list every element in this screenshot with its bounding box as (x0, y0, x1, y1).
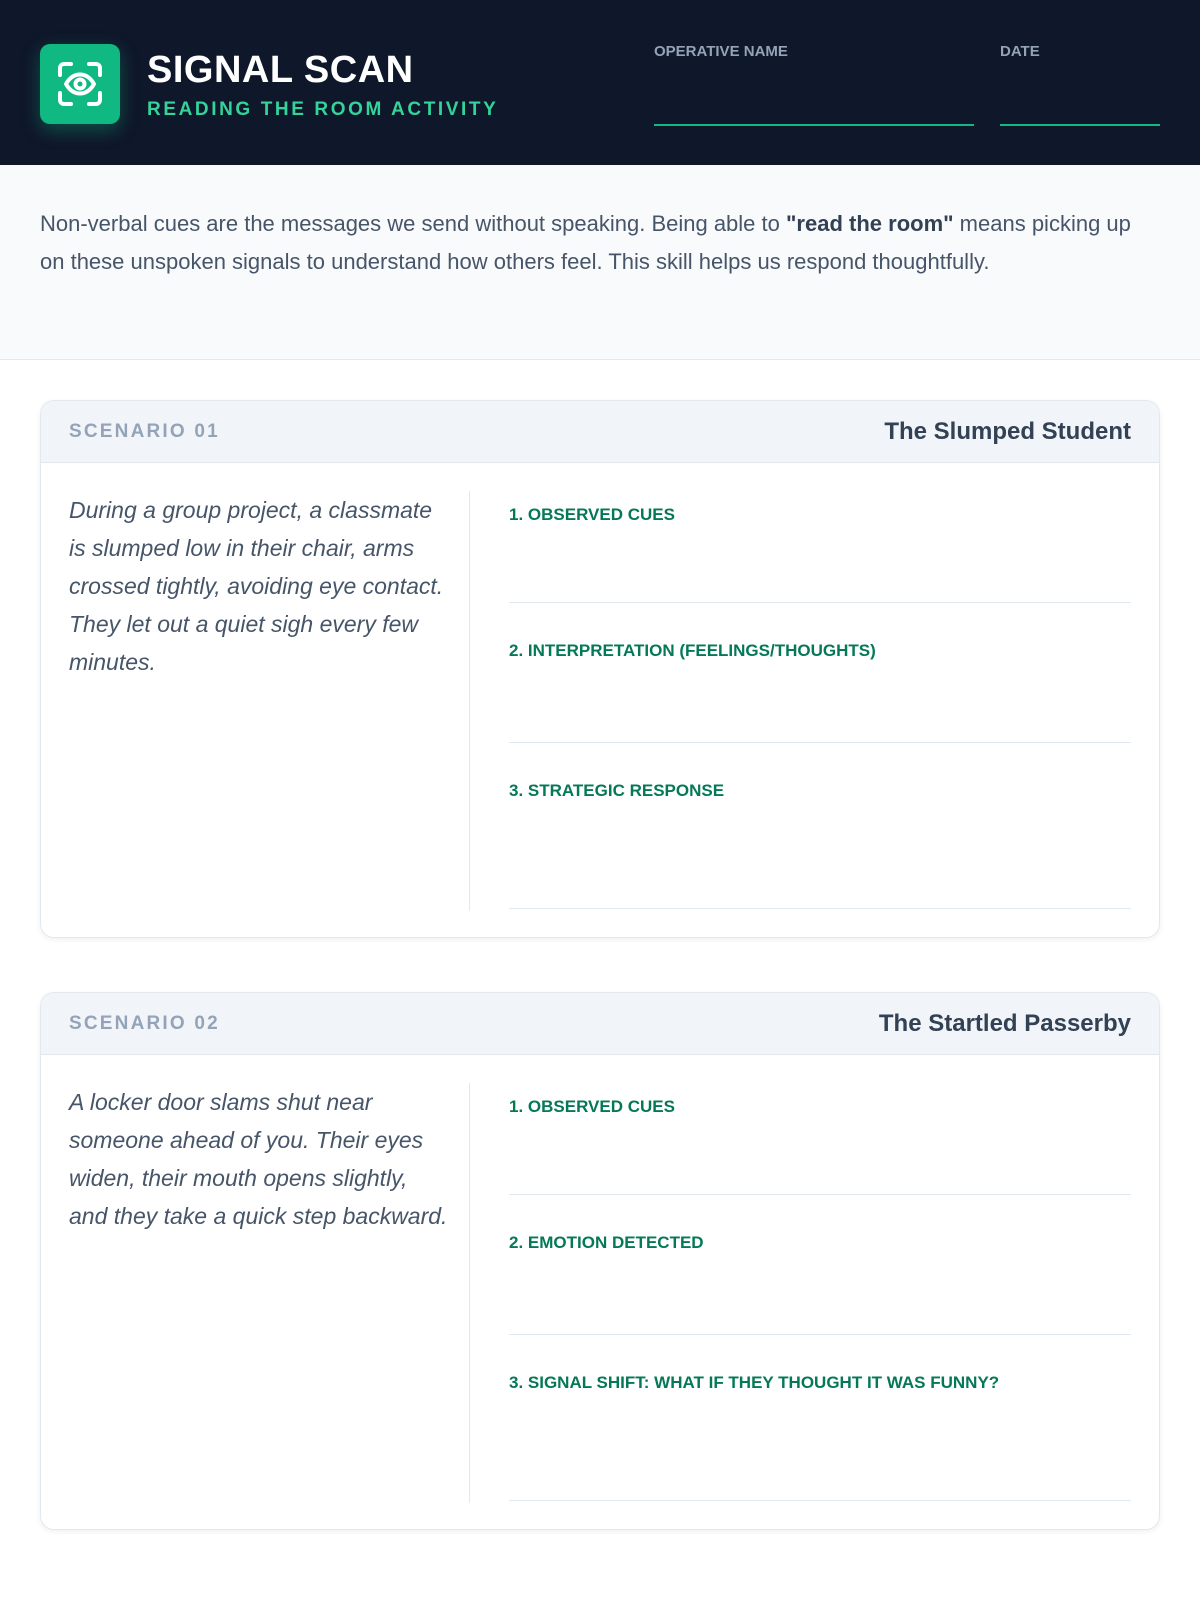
scenario-tag: SCENARIO 02 (69, 1012, 220, 1034)
response-prompts (509, 1083, 1131, 1501)
response-field[interactable] (509, 491, 1131, 603)
scenario-description: During a group project, a classmate is slumped low in their chair, arms crossed tightly, avoiding eye contact. They let out a quiet sigh every few minutes. (69, 497, 444, 675)
page-title: SIGNAL SCAN (147, 49, 414, 91)
scenario-header (41, 401, 1159, 463)
scenario-card (40, 992, 1160, 1530)
prompt-label: 3. STRATEGIC RESPONSE (509, 781, 725, 800)
page-subtitle: READING THE ROOM ACTIVITY (147, 99, 499, 120)
prompt-label: 2. EMOTION DETECTED (509, 1233, 704, 1252)
intro-emphasis: "read the room" (786, 211, 954, 236)
date-field[interactable] (1000, 42, 1160, 62)
operative-name-label: OPERATIVE NAME (654, 43, 788, 60)
eye-scan-icon (40, 44, 120, 124)
response-field[interactable] (509, 1083, 1131, 1195)
intro-paragraph (0, 165, 1200, 360)
scenario-body (41, 1055, 1159, 1529)
scenario-title: The Slumped Student (884, 417, 1131, 445)
scenario-card (40, 400, 1160, 938)
column-divider (469, 491, 470, 911)
date-label: DATE (1000, 43, 1040, 60)
operative-name-field[interactable] (654, 42, 974, 62)
prompt-label: 1. OBSERVED CUES (509, 505, 675, 524)
scenario-title: The Startled Passerby (878, 1009, 1131, 1037)
intro-text-before: Non-verbal cues are the messages we send without speaking. Being able to (40, 211, 786, 236)
worksheet-header (0, 0, 1200, 165)
intro-text-after: means picking up on these unspoken signals to understand how others feel. This skill helps us respond thoughtfully. (40, 211, 1131, 274)
response-field[interactable] (509, 603, 1131, 743)
operative-name-line (654, 124, 974, 126)
scenario-tag: SCENARIO 01 (69, 420, 220, 442)
scenario-description: A locker door slams shut near someone ahead of you. Their eyes widen, their mouth opens slightly, and they take a quick step backward. (69, 1089, 448, 1229)
response-field[interactable] (509, 1335, 1131, 1501)
column-divider (469, 1083, 470, 1503)
prompt-label: 1. OBSERVED CUES (509, 1097, 675, 1116)
date-line (1000, 124, 1160, 126)
prompt-label: 3. SIGNAL SHIFT: WHAT IF THEY THOUGHT IT WAS FUNNY? (509, 1373, 1000, 1392)
prompt-label: 2. INTERPRETATION (FEELINGS/THOUGHTS) (509, 641, 876, 660)
scenario-body (41, 463, 1159, 937)
scenario-header (41, 993, 1159, 1055)
response-field[interactable] (509, 1195, 1131, 1335)
response-prompts (509, 491, 1131, 909)
response-field[interactable] (509, 743, 1131, 909)
